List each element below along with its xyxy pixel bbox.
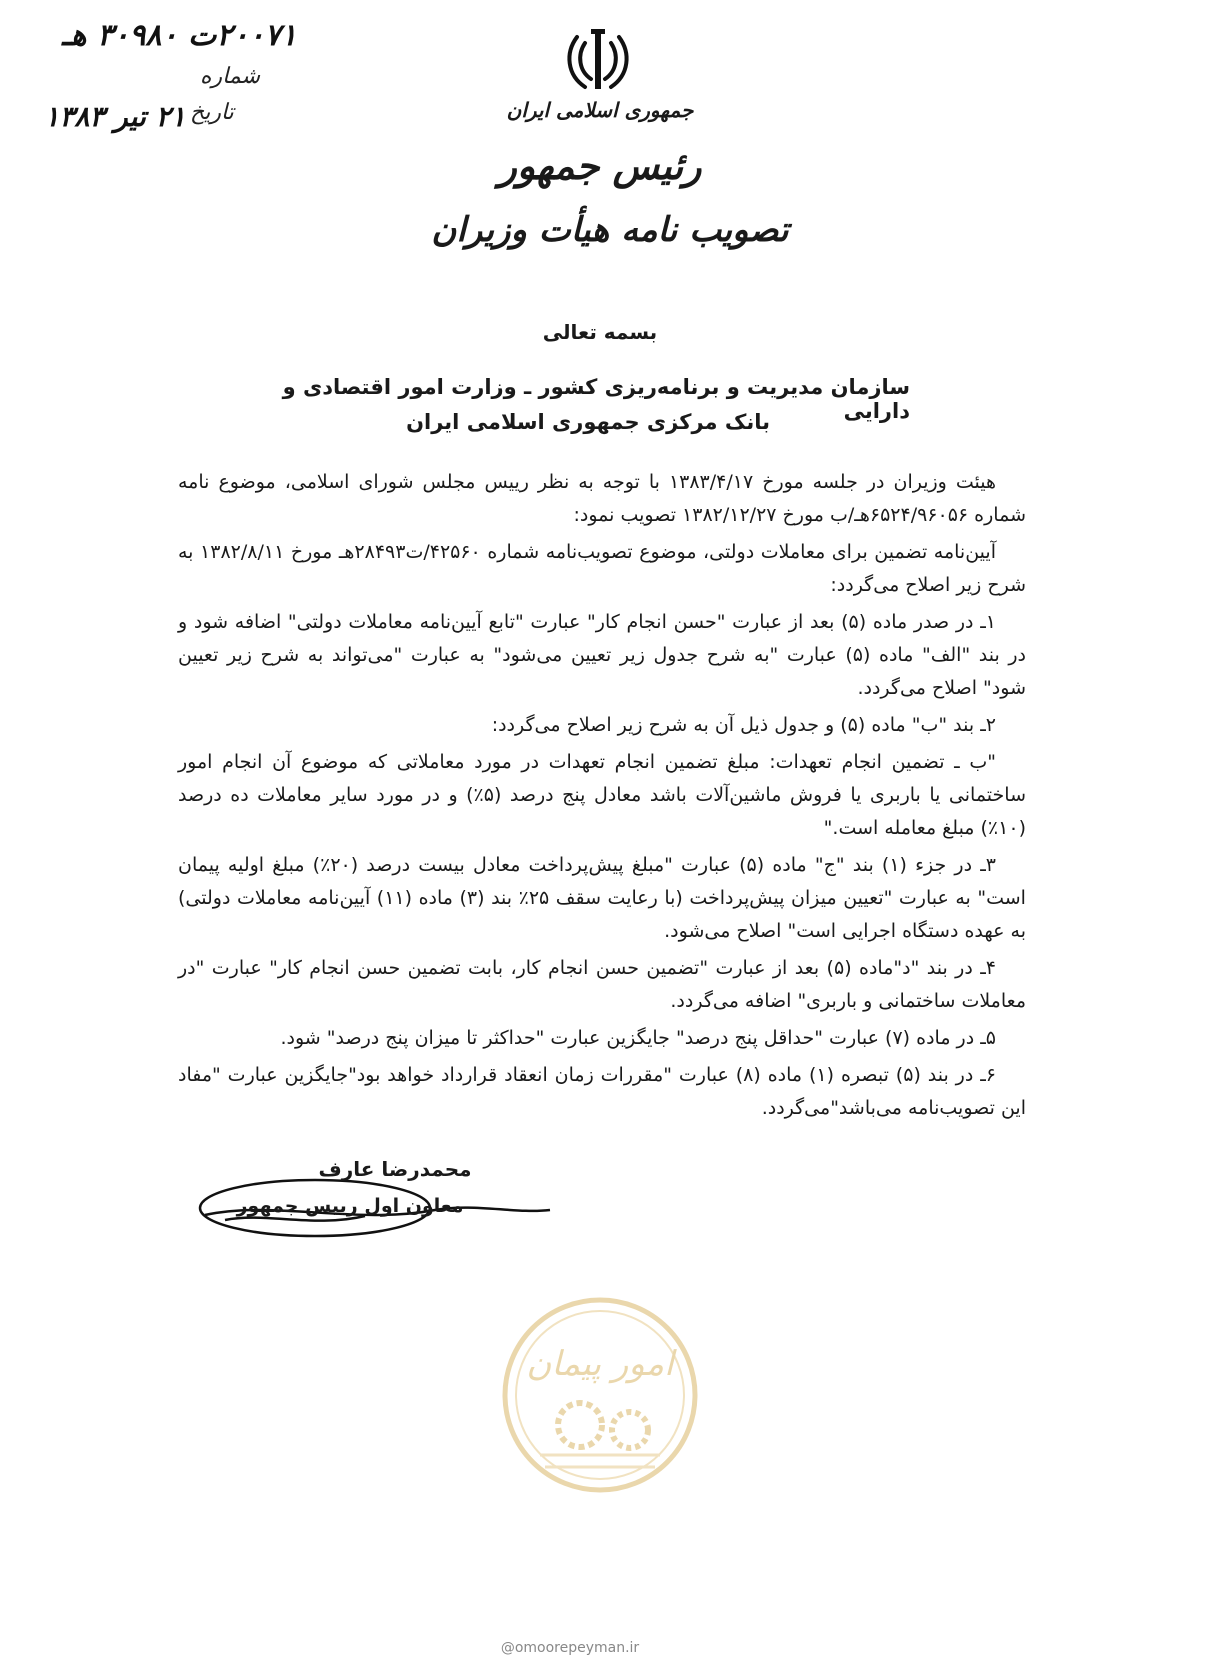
paragraph-regulation: آیین‌نامه تضمین برای معاملات دولتی، موضوع تصویب‌نامه شماره ۴۲۵۶۰/ت۲۸۴۹۳هـ مورخ ۱۳۸۲/۸/۱۱ به شرح زیر اصلاح می‌گردد: [178, 541, 1026, 596]
paragraph-item-4: ۴ـ در بند "د"ماده (۵) بعد از عبارت "تضمین حسن انجام کار، بابت تضمین حسن انجام کار" عبارت "در معاملات ساختمانی و باربری" اضافه می‌گردد. [178, 957, 1026, 1012]
addressee-line-2: بانک مرکزی جمهوری اسلامی ایران [406, 410, 770, 434]
date-label: تاریخ [190, 100, 234, 125]
paragraph-item-6: ۶ـ در بند (۵) تبصره (۱) ماده (۸) عبارت "مقررات زمان انعقاد قرارداد خواهد بود"جایگزین عبارت "مفاد این تصویب‌نامه می‌باشد"می‌گردد. [178, 1064, 1026, 1119]
watermark-logo-icon [500, 1295, 700, 1495]
signatory-name: محمدرضا عارف [318, 1157, 472, 1181]
paragraph-item-5: ۵ـ در ماده (۷) عبارت "حداقل پنج درصد" جایگزین عبارت "حداکثر تا میزان پنج درصد" شود. [280, 1027, 996, 1049]
decree-body [178, 466, 1026, 1129]
watermark-brand: امور پیمان [526, 1344, 674, 1384]
invocation: بسمه تعالی [542, 320, 658, 344]
paragraph-item-2: ۲ـ بند "ب" ماده (۵) و جدول ذیل آن به شرح زیر اصلاح می‌گردد: [491, 714, 996, 736]
addressee-line-1: سازمان مدیریت و برنامه‌ریزی کشور ـ وزارت امور اقتصادی و دارایی [282, 375, 910, 423]
watermark-credit: @omoorepeyman.ir [500, 1640, 640, 1656]
country-name: جمهوری اسلامی ایران [506, 98, 694, 122]
paragraph-item-3: ۳ـ در جزء (۱) بند "ج" ماده (۵) عبارت "مبلغ پیش‌پرداخت معادل بیست درصد (۲۰٪) مبلغ اولیه پیمان است" به عبارت "تعیین میزان پیش‌پرداخت (با رعایت سقف ۲۵٪ بند (۳) ماده (۱۱) آیین‌نامه معاملات دولتی) به عهده دستگاه اجرایی است" اصلاح می‌شود. [178, 854, 1026, 942]
paragraph-item-1: ۱ـ در صدر ماده (۵) بعد از عبارت "حسن انجام کار" عبارت "تابع آیین‌نامه معاملات دولتی" اضافه شود و در بند "الف" ماده (۵) عبارت "به شرح جدول زیر تعیین می‌شود" به عبارت "می‌تواند به شرح زیر تعیین شود" اصلاح می‌گردد. [178, 611, 1026, 699]
iran-emblem-icon [563, 25, 633, 95]
number-label: شماره [200, 64, 261, 89]
signatory-title: معاون اول رییس جمهور [236, 1195, 464, 1217]
paragraph-intro: هیئت وزیران در جلسه مورخ ۱۳۸۳/۴/۱۷ با توجه به نظر رییس مجلس شورای اسلامی، موضوع نامه شماره ۶۵۲۴/۹۶۰۵۶هـ/ب مورخ ۱۳۸۲/۱۲/۲۷ تصویب نمود: [178, 471, 1026, 526]
decree-title: تصویب نامه هیأت وزیران [431, 210, 789, 250]
office-title: رئیس جمهور [498, 143, 702, 188]
letter-date: ۲۱ تیر ۱۳۸۳ [44, 100, 186, 133]
letter-number: ۲۰۰۷۱ت ۳۰۹۸۰ هـ [62, 18, 297, 53]
paragraph-item-2-text: "ب ـ تضمین انجام تعهدات: مبلغ تضمین انجام تعهدات در مورد معاملاتی که موضوع آن انجام امور ساختمانی یا باربری یا فروش ماشین‌آلات باشد معادل پنج درصد (۵٪) و در مورد سایر معاملات ده درصد (۱۰٪) مبلغ معامله است." [178, 751, 1026, 839]
